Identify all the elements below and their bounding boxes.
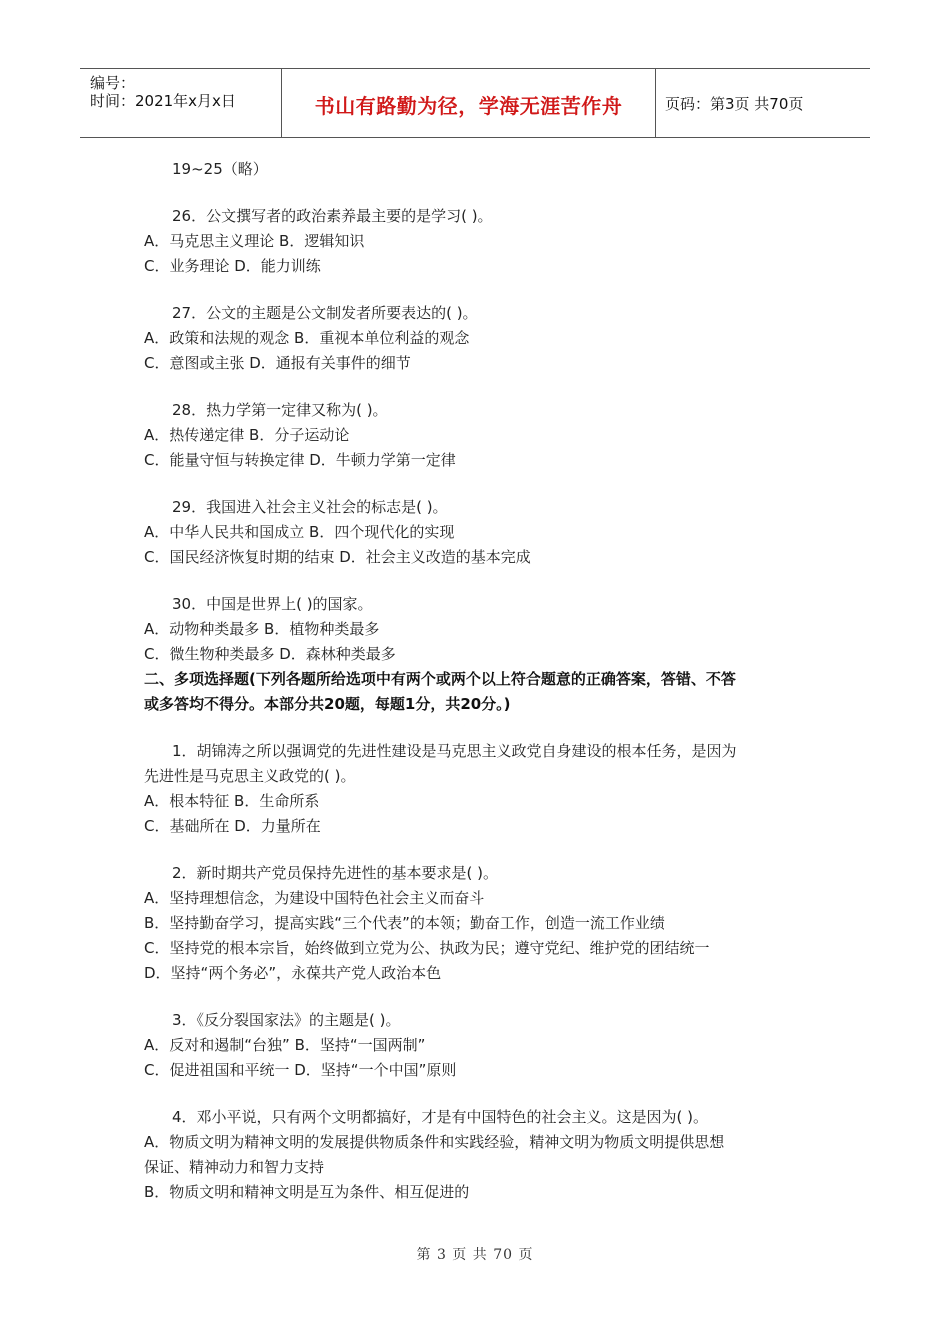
- question-26-options-cd: C．业务理论 D．能力训练: [144, 257, 321, 275]
- multi-question-4-stem: 4．邓小平说，只有两个文明都搞好，才是有中国特色的社会主义。这是因为( )。: [172, 1108, 709, 1126]
- page-footer: 第 3 页 共 70 页: [416, 1247, 534, 1263]
- header-info-cell: [80, 69, 281, 137]
- omitted-note: 19~25（略）: [172, 160, 268, 178]
- header-page-code: 页码：第3页 共70页: [665, 95, 804, 113]
- multi-question-2-option-d: D．坚持“两个务必”，永葆共产党人政治本色: [144, 964, 442, 982]
- question-27-stem: 27．公文的主题是公文制发者所要表达的( )。: [172, 304, 478, 322]
- question-28-options-ab: A．热传递定律 B．分子运动论: [144, 426, 350, 444]
- question-29-stem: 29．我国进入社会主义社会的标志是( )。: [172, 498, 448, 516]
- header-motto: 书山有路勤为径，学海无涯苦作舟: [314, 94, 623, 118]
- document-body: [144, 157, 824, 1205]
- question-30-options-cd: C．微生物种类最多 D．森林种类最多: [144, 645, 396, 663]
- page-header: [80, 68, 870, 138]
- multi-question-1-options-ab: A．根本特征 B．生命所系: [144, 792, 320, 810]
- header-page-cell: [655, 69, 870, 137]
- question-28-options-cd: C．能量守恒与转换定律 D．牛顿力学第一定律: [144, 451, 456, 469]
- document-number-label: 编号：: [90, 74, 136, 92]
- question-26-options-ab: A．马克思主义理论 B．逻辑知识: [144, 232, 365, 250]
- multi-question-1-stem: 1．胡锦涛之所以强调党的先进性建设是马克思主义政党自身建设的根本任务，是因为: [172, 742, 737, 760]
- question-29-options-cd: C．国民经济恢复时期的结束 D．社会主义改造的基本完成: [144, 548, 531, 566]
- multi-question-4-option-b: B．物质文明和精神文明是互为条件、相互促进的: [144, 1183, 470, 1201]
- question-28-stem: 28．热力学第一定律又称为( )。: [172, 401, 388, 419]
- document-time-label: 时间：2021年x月x日: [90, 92, 236, 110]
- multi-question-4-option-a-cont: 保证、精神动力和智力支持: [144, 1158, 325, 1176]
- header-motto-cell: [281, 69, 656, 137]
- section-2-heading-cont: 或多答均不得分。本部分共20题，每题1分，共20分。): [144, 695, 511, 713]
- multi-question-4-option-a: A．物质文明为精神文明的发展提供物质条件和实践经验，精神文明为物质文明提供思想: [144, 1133, 725, 1151]
- multi-question-1-stem-cont: 先进性是马克思主义政党的( )。: [144, 767, 356, 785]
- question-27-options-ab: A．政策和法规的观念 B．重视本单位利益的观念: [144, 329, 470, 347]
- multi-question-2-option-a: A．坚持理想信念，为建设中国特色社会主义而奋斗: [144, 889, 485, 907]
- multi-question-1-options-cd: C．基础所在 D．力量所在: [144, 817, 321, 835]
- question-30-options-ab: A．动物种类最多 B．植物种类最多: [144, 620, 380, 638]
- multi-question-3-options-cd: C．促进祖国和平统一 D．坚持“一个中国”原则: [144, 1061, 457, 1079]
- section-2-heading: 二、多项选择题(下列各题所给选项中有两个或两个以上符合题意的正确答案，答错、不答: [144, 670, 736, 688]
- multi-question-2-option-c: C．坚持党的根本宗旨，始终做到立党为公、执政为民；遵守党纪、维护党的团结统一: [144, 939, 710, 957]
- question-26-stem: 26．公文撰写者的政治素养最主要的是学习( )。: [172, 207, 493, 225]
- question-30-stem: 30．中国是世界上( )的国家。: [172, 595, 373, 613]
- question-29-options-ab: A．中华人民共和国成立 B．四个现代化的实现: [144, 523, 455, 541]
- multi-question-2-option-b: B．坚持勤奋学习，提高实践“三个代表”的本领；勤奋工作，创造一流工作业绩: [144, 914, 665, 932]
- multi-question-2-stem: 2．新时期共产党员保持先进性的基本要求是( )。: [172, 864, 499, 882]
- multi-question-3-options-ab: A．反对和遏制“台独” B．坚持“一国两制”: [144, 1036, 426, 1054]
- question-27-options-cd: C．意图或主张 D．通报有关事件的细节: [144, 354, 411, 372]
- multi-question-3-stem: 3．《反分裂国家法》的主题是( )。: [172, 1011, 401, 1029]
